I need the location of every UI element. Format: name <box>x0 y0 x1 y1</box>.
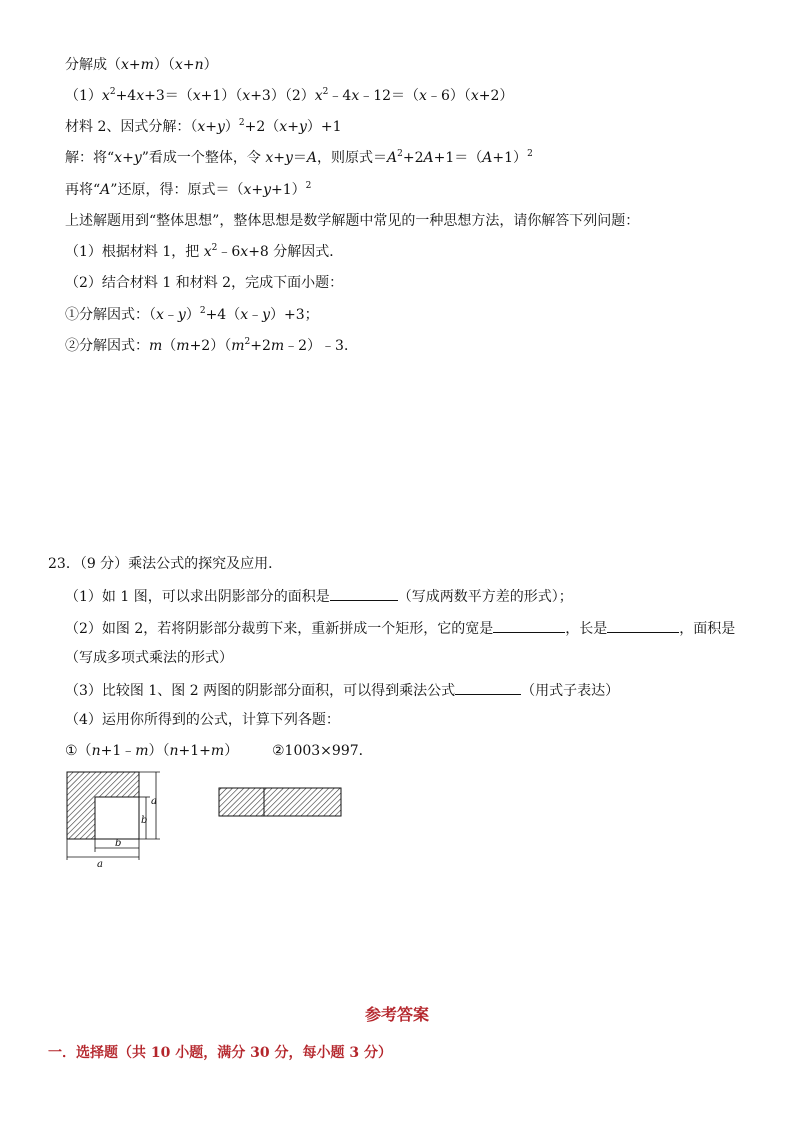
label-b-bottom: b <box>115 838 122 849</box>
q22-part2: （2）结合材料 1 和材料 2，完成下面小题： <box>65 275 344 291</box>
rect-piece-left <box>219 788 264 816</box>
figure-2 <box>219 788 341 816</box>
q23-part4: （4）运用你所得到的公式，计算下列各题： <box>65 712 340 728</box>
q23-title: 23．（9 分）乘法公式的探究及应用． <box>48 556 283 572</box>
q22-part1: （1）根据材料 1，把 $x^2﹣6x+8$ 分解因式． <box>65 243 344 260</box>
material2-restore: 再将“A”还原，得：原式$=(x+y+1)^2$ <box>65 181 312 198</box>
figure-1-and-2 <box>0 760 400 880</box>
q23-part1: （1）如 1 图，可以求出阴影部分的面积是 （写成两数平方差的形式）； <box>65 586 573 606</box>
q23-calc2: ②1003×997． <box>272 743 373 759</box>
material2-title: 材料 2、因式分解：$(x+y)^2+2(x+y)+1$ <box>65 118 342 135</box>
rect-piece-right <box>264 788 341 816</box>
label-b-right: b <box>141 815 148 826</box>
material1-intro: 分解成（x+m）（x+n） <box>65 57 218 73</box>
material1-examples: $(1)x^2+4x+3=(x+1)(x+3)(2)x^2﹣4x﹣12=(x﹣6)(x+2)$ <box>65 87 514 104</box>
answer-blank[interactable] <box>330 586 398 601</box>
instructions: 上述解题用到“整体思想”，整体思想是数学解题中常见的一种思想方法，请你解答下列问题： <box>65 213 640 229</box>
q23-calc1: ①（n+1﹣m）（n+1+m） <box>65 743 239 759</box>
q22-sub1: ①分解因式：（x﹣y）$^2$+4（x﹣y）+3； <box>65 306 319 323</box>
material2-solution: 解：将“x+y”看成一个整体，令 x+y＝A，则原式$=A^2+2A+1=(A+1)^2$ <box>65 149 533 166</box>
answers-section-1: 一．选择题（共 10 小题，满分 30 分，每小题 3 分） <box>48 1045 392 1061</box>
answer-blank[interactable] <box>607 618 679 633</box>
answer-blank[interactable] <box>455 680 521 695</box>
q23-part3: （3）比较图 1、图 2 两图的阴影部分面积，可以得到乘法公式 （用式子表达） <box>65 680 619 700</box>
label-a-bottom: a <box>97 859 103 870</box>
answers-title: 参考答案 <box>364 1005 429 1024</box>
q23-part2: （2）如图 2，若将阴影部分裁剪下来，重新拼成一个矩形，它的宽是 ，长是 ，面积是 <box>65 618 735 638</box>
answer-blank[interactable] <box>493 618 565 633</box>
label-a-right: a <box>151 796 157 807</box>
q23-part2-cont: （写成多项式乘法的形式） <box>65 650 233 666</box>
figure-1 <box>67 772 160 870</box>
small-square-cutout <box>95 797 139 839</box>
q22-sub2: ②分解因式：$m(m+2)(m^2+2m﹣2)﹣3$． <box>65 337 358 354</box>
